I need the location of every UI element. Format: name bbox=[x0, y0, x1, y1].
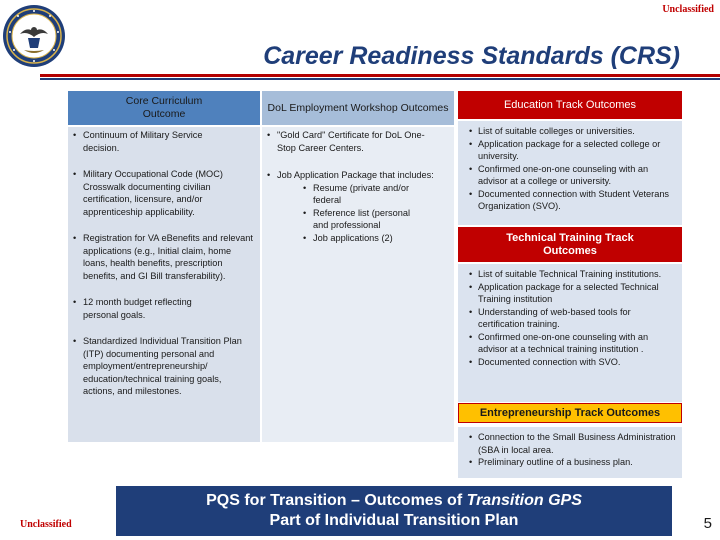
list-item: • Connection to the Small Business Administration (SBA in local area. bbox=[458, 431, 678, 456]
list-item: • Standardized Individual Transition Plan (ITP) documenting personal and employment/entrepreneurship/ education/technical training goals, actions, and milestones. bbox=[68, 335, 260, 398]
footer-line-1-italic: Transition GPS bbox=[466, 492, 582, 509]
title-divider-blue bbox=[40, 78, 720, 80]
list-item: • 12 month budget reflecting personal goals. bbox=[68, 296, 260, 321]
dol-workshop-panel bbox=[262, 127, 454, 442]
list-item: • Confirmed one-on-one counseling with an advisor at a technical training institution . bbox=[458, 331, 678, 356]
entrepreneurship-track-heading: Entrepreneurship Track Outcomes bbox=[479, 406, 661, 419]
list-item: • Documented connection with Student Veterans Organization (SVO). bbox=[458, 188, 678, 213]
sub-list-item: • Job applications (2) bbox=[277, 232, 414, 245]
list-item: • Preliminary outline of a business plan. bbox=[458, 456, 678, 469]
technical-training-header bbox=[458, 227, 682, 262]
entrepreneurship-track-list bbox=[458, 427, 682, 469]
education-track-list bbox=[458, 121, 682, 213]
dol-workshop-header bbox=[262, 91, 454, 125]
dol-workshop-list bbox=[262, 129, 454, 244]
list-item: • Documented connection with SVO. bbox=[458, 356, 678, 369]
list-item: • Registration for VA eBenefits and relevant applications (e.g., Initial claim, home loans, health benefits, prescription benefits, and GI Bill transferability). bbox=[68, 232, 260, 282]
list-item: • Military Occupational Code (MOC) Crosswalk documenting civilian certification, licensure, and/or apprenticeship applicability. bbox=[68, 168, 260, 218]
core-curriculum-list bbox=[68, 129, 260, 398]
dol-workshop-heading: DoL Employment Workshop Outcomes bbox=[267, 101, 449, 114]
technical-training-panel bbox=[458, 264, 682, 402]
sub-list-item: • Reference list (personal and professional bbox=[277, 207, 414, 232]
navy-seal-icon bbox=[2, 4, 66, 68]
list-item: • Application package for a selected college or university. bbox=[458, 138, 678, 163]
core-curriculum-header bbox=[68, 91, 260, 125]
list-item: • List of suitable Technical Training institutions. bbox=[458, 268, 678, 281]
list-item: • "Gold Card" Certificate for DoL One-Stop Career Centers. bbox=[262, 129, 454, 154]
entrepreneurship-track-panel bbox=[458, 427, 682, 478]
technical-training-list bbox=[458, 264, 682, 368]
footer-line-1 bbox=[206, 491, 582, 511]
core-curriculum-panel bbox=[68, 127, 260, 442]
list-item bbox=[262, 169, 454, 244]
page-number: 5 bbox=[703, 515, 712, 532]
dol-sublist bbox=[277, 182, 434, 245]
page-title: Career Readiness Standards (CRS) bbox=[263, 42, 680, 70]
footer-line-2: Part of Individual Transition Plan bbox=[269, 512, 519, 529]
footer-line-1-prefix: PQS for Transition – Outcomes of bbox=[206, 492, 467, 509]
list-item: • Confirmed one-on-one counseling with an advisor at a college or university. bbox=[458, 163, 678, 188]
classification-top: Unclassified bbox=[662, 4, 714, 15]
education-track-header bbox=[458, 91, 682, 119]
sub-list-item: • Resume (private and/or federal bbox=[277, 182, 414, 207]
list-item: • Continuum of Military Service decision. bbox=[68, 129, 260, 154]
list-item: • Understanding of web-based tools for certification training. bbox=[458, 306, 678, 331]
list-item: • List of suitable colleges or universities. bbox=[458, 125, 678, 138]
title-divider-red bbox=[40, 74, 720, 77]
entrepreneurship-track-header bbox=[458, 403, 682, 423]
education-track-panel bbox=[458, 121, 682, 225]
classification-bottom: Unclassified bbox=[20, 519, 72, 530]
education-track-heading: Education Track Outcomes bbox=[503, 98, 637, 111]
technical-training-heading: Technical Training Track Outcomes bbox=[506, 231, 634, 257]
core-curriculum-heading: Core Curriculum Outcome bbox=[125, 95, 203, 120]
list-item-text: Job Application Package that includes: bbox=[277, 170, 434, 180]
footer-banner bbox=[116, 486, 672, 536]
list-item: • Application package for a selected Technical Training institution bbox=[458, 281, 678, 306]
